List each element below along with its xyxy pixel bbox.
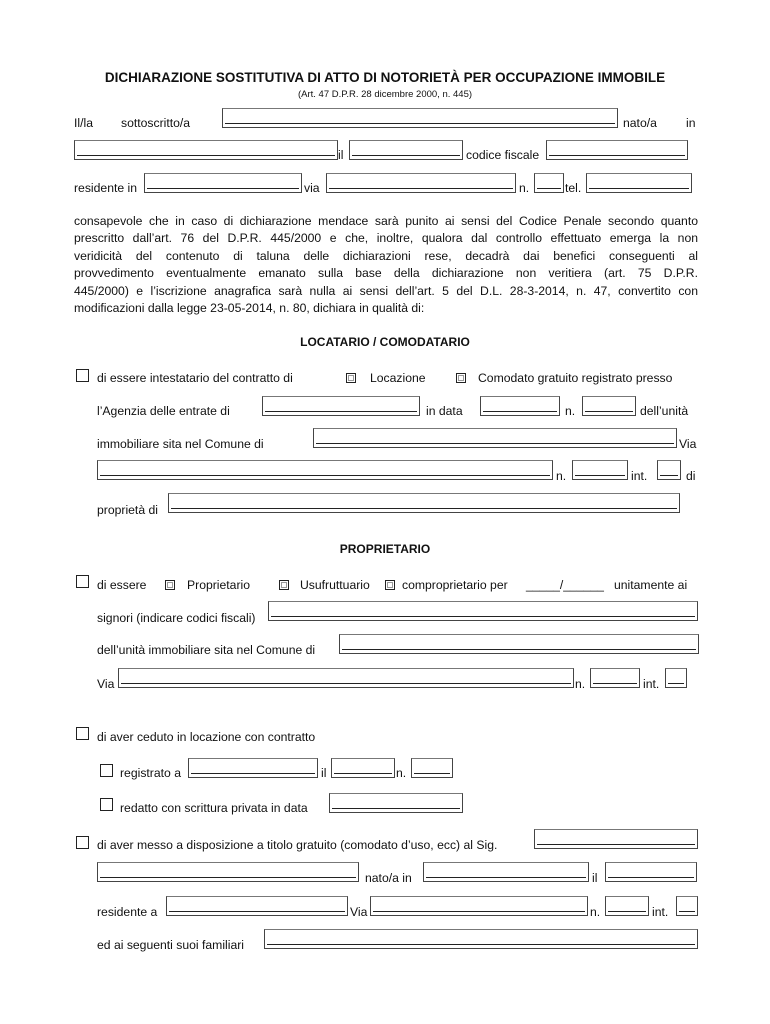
familiari-field[interactable]	[264, 929, 698, 949]
ceduto-label: di aver ceduto in locazione con contratto	[97, 730, 316, 744]
contract-date-field[interactable]	[480, 396, 560, 416]
redatto-date-field[interactable]	[329, 793, 463, 813]
redatto-checkbox[interactable]	[100, 798, 113, 811]
owner-field[interactable]	[168, 493, 680, 513]
int-label: int.	[652, 905, 669, 919]
number-label: n.	[519, 181, 530, 195]
intestatario-checkbox[interactable]	[76, 369, 89, 382]
il-label: il	[321, 766, 327, 780]
sig-via-field[interactable]	[370, 896, 588, 916]
via-label: Via	[350, 905, 368, 919]
di-label: di	[686, 469, 696, 483]
phone-field[interactable]	[586, 173, 692, 193]
proprieta-label: proprietà di	[97, 503, 158, 517]
locatario-heading: LOCATARIO / COMODATARIO	[300, 335, 470, 349]
immobiliare-label: immobiliare sita nel Comune di	[97, 437, 264, 451]
int-field[interactable]	[657, 460, 681, 480]
via-label: Via	[97, 677, 115, 691]
residente-label: residente in	[74, 181, 138, 195]
comproprietario-checkbox[interactable]	[385, 580, 395, 590]
declaration-line: modificazioni dalla legge 23-05-2014, n. 80, dichiara in qualità di:	[74, 301, 425, 316]
via-label: Via	[679, 437, 697, 451]
quota-field[interactable]: _____/______	[526, 578, 604, 592]
registrato-label: registrato a	[120, 766, 181, 780]
comodato-label: Comodato gratuito registrato presso	[478, 371, 673, 385]
via-label: via	[304, 181, 320, 195]
usufruttuario-checkbox[interactable]	[279, 580, 289, 590]
owner-int-field[interactable]	[665, 668, 687, 688]
codice-fiscale-label: codice fiscale	[466, 148, 540, 162]
number-field[interactable]	[572, 460, 628, 480]
proprietario-checkbox[interactable]	[76, 575, 89, 588]
owner-number-field[interactable]	[590, 668, 640, 688]
declaration-line: provvedimento eventualmente emanato sulla base della dichiarazione non veritiera (art. 75 D.P.R.	[74, 266, 698, 281]
owner-checkbox[interactable]	[165, 580, 175, 590]
ceduto-checkbox[interactable]	[76, 727, 89, 740]
page-subtitle: (Art. 47 D.P.R. 28 dicembre 2000, n. 445)	[297, 89, 473, 100]
registrato-field[interactable]	[188, 758, 318, 778]
name-field[interactable]	[222, 108, 618, 128]
residente-label: residente a	[97, 905, 158, 919]
signori-field[interactable]	[268, 601, 698, 621]
declaration-line: veridicità del contenuto di taluna delle dichiarazioni rese, decadrà dai benefici conseguenti al	[74, 248, 698, 263]
birthdate-field[interactable]	[349, 140, 463, 160]
signori-label: signori (indicare codici fiscali)	[97, 611, 256, 625]
locazione-checkbox[interactable]	[346, 373, 356, 383]
agenzia-label: l’Agenzia delle entrate di	[97, 404, 230, 418]
unita-comune-label: dell’unità immobiliare sita nel Comune di	[97, 643, 316, 657]
owner-comune-field[interactable]	[339, 634, 699, 654]
declaration-line: consapevole che in caso di dichiarazione mendace sarà punito ai sensi del Codice Penale secondo quanto	[74, 214, 698, 228]
registrato-date-field[interactable]	[331, 758, 395, 778]
owner-via-field[interactable]	[118, 668, 574, 688]
locazione-label: Locazione	[370, 371, 426, 385]
intestatario-label: di essere intestatario del contratto di	[97, 371, 293, 385]
number-label: n.	[590, 905, 601, 919]
owner-label: Proprietario	[187, 578, 250, 592]
il-label: il	[592, 871, 598, 885]
sig-field[interactable]	[534, 829, 698, 849]
number-label: n.	[396, 766, 407, 780]
familiari-label: ed ai seguenti suoi familiari	[97, 938, 245, 952]
agenzia-field[interactable]	[262, 396, 420, 416]
di-essere-label: di essere	[97, 578, 147, 592]
il-la-label: Il/la	[74, 116, 93, 130]
redatto-label: redatto con scrittura privata in data	[120, 801, 308, 815]
in-label: in	[686, 116, 696, 130]
residence-field[interactable]	[144, 173, 302, 193]
nato-label: nato/a in	[365, 871, 412, 885]
via-field[interactable]	[97, 460, 553, 480]
declaration-line: prescritto dall’art. 76 del D.P.R. 445/2000 e che, inoltre, qualora dal controllo effettuato emerga la non	[74, 231, 698, 246]
sig-birthplace-field[interactable]	[423, 862, 589, 882]
dell-unita-label: dell’unità	[640, 404, 689, 418]
sig-int-field[interactable]	[676, 896, 698, 916]
declaration-paragraph	[74, 213, 698, 317]
comodato-checkbox[interactable]	[456, 373, 466, 383]
comodato-uso-checkbox[interactable]	[76, 836, 89, 849]
nato-label: nato/a	[623, 116, 657, 130]
il-label: il	[338, 148, 344, 162]
number-label: n.	[556, 469, 567, 483]
int-label: int.	[631, 469, 648, 483]
street-field[interactable]	[326, 173, 516, 193]
page-title: DICHIARAZIONE SOSTITUTIVA DI ATTO DI NOTORIETÀ PER OCCUPAZIONE IMMOBILE	[104, 70, 666, 85]
registrato-checkbox[interactable]	[100, 764, 113, 777]
comproprietario-label: comproprietario per	[402, 578, 508, 592]
in-data-label: in data	[426, 404, 463, 418]
comodato-uso-label: di aver messo a disposizione a titolo gratuito (comodato d’uso, ecc) al Sig.	[97, 838, 498, 852]
sig-residence-field[interactable]	[166, 896, 348, 916]
number-label: n.	[575, 677, 586, 691]
comune-field[interactable]	[313, 428, 677, 448]
proprietario-heading: PROPRIETARIO	[339, 542, 431, 556]
contract-number-label: n.	[565, 404, 576, 418]
int-label: int.	[643, 677, 660, 691]
sig-name-field[interactable]	[97, 862, 359, 882]
codice-fiscale-field[interactable]	[546, 140, 688, 160]
sig-number-field[interactable]	[605, 896, 649, 916]
tel-label: tel.	[565, 181, 582, 195]
declaration-line: 445/2000) e l’iscrizione anagrafica sarà nulla ai sensi dell’art. 5 del D.L. 28-3-2014, n. 47, convertito con	[74, 283, 698, 298]
registrato-number-field[interactable]	[411, 758, 453, 778]
sottoscritto-label: sottoscritto/a	[121, 116, 191, 130]
street-number-field[interactable]	[534, 173, 564, 193]
contract-number-field[interactable]	[582, 396, 636, 416]
usufruttuario-label: Usufruttuario	[300, 578, 370, 592]
sig-birthdate-field[interactable]	[605, 862, 697, 882]
birthplace-field[interactable]	[74, 140, 338, 160]
unitamente-label: unitamente ai	[614, 578, 688, 592]
